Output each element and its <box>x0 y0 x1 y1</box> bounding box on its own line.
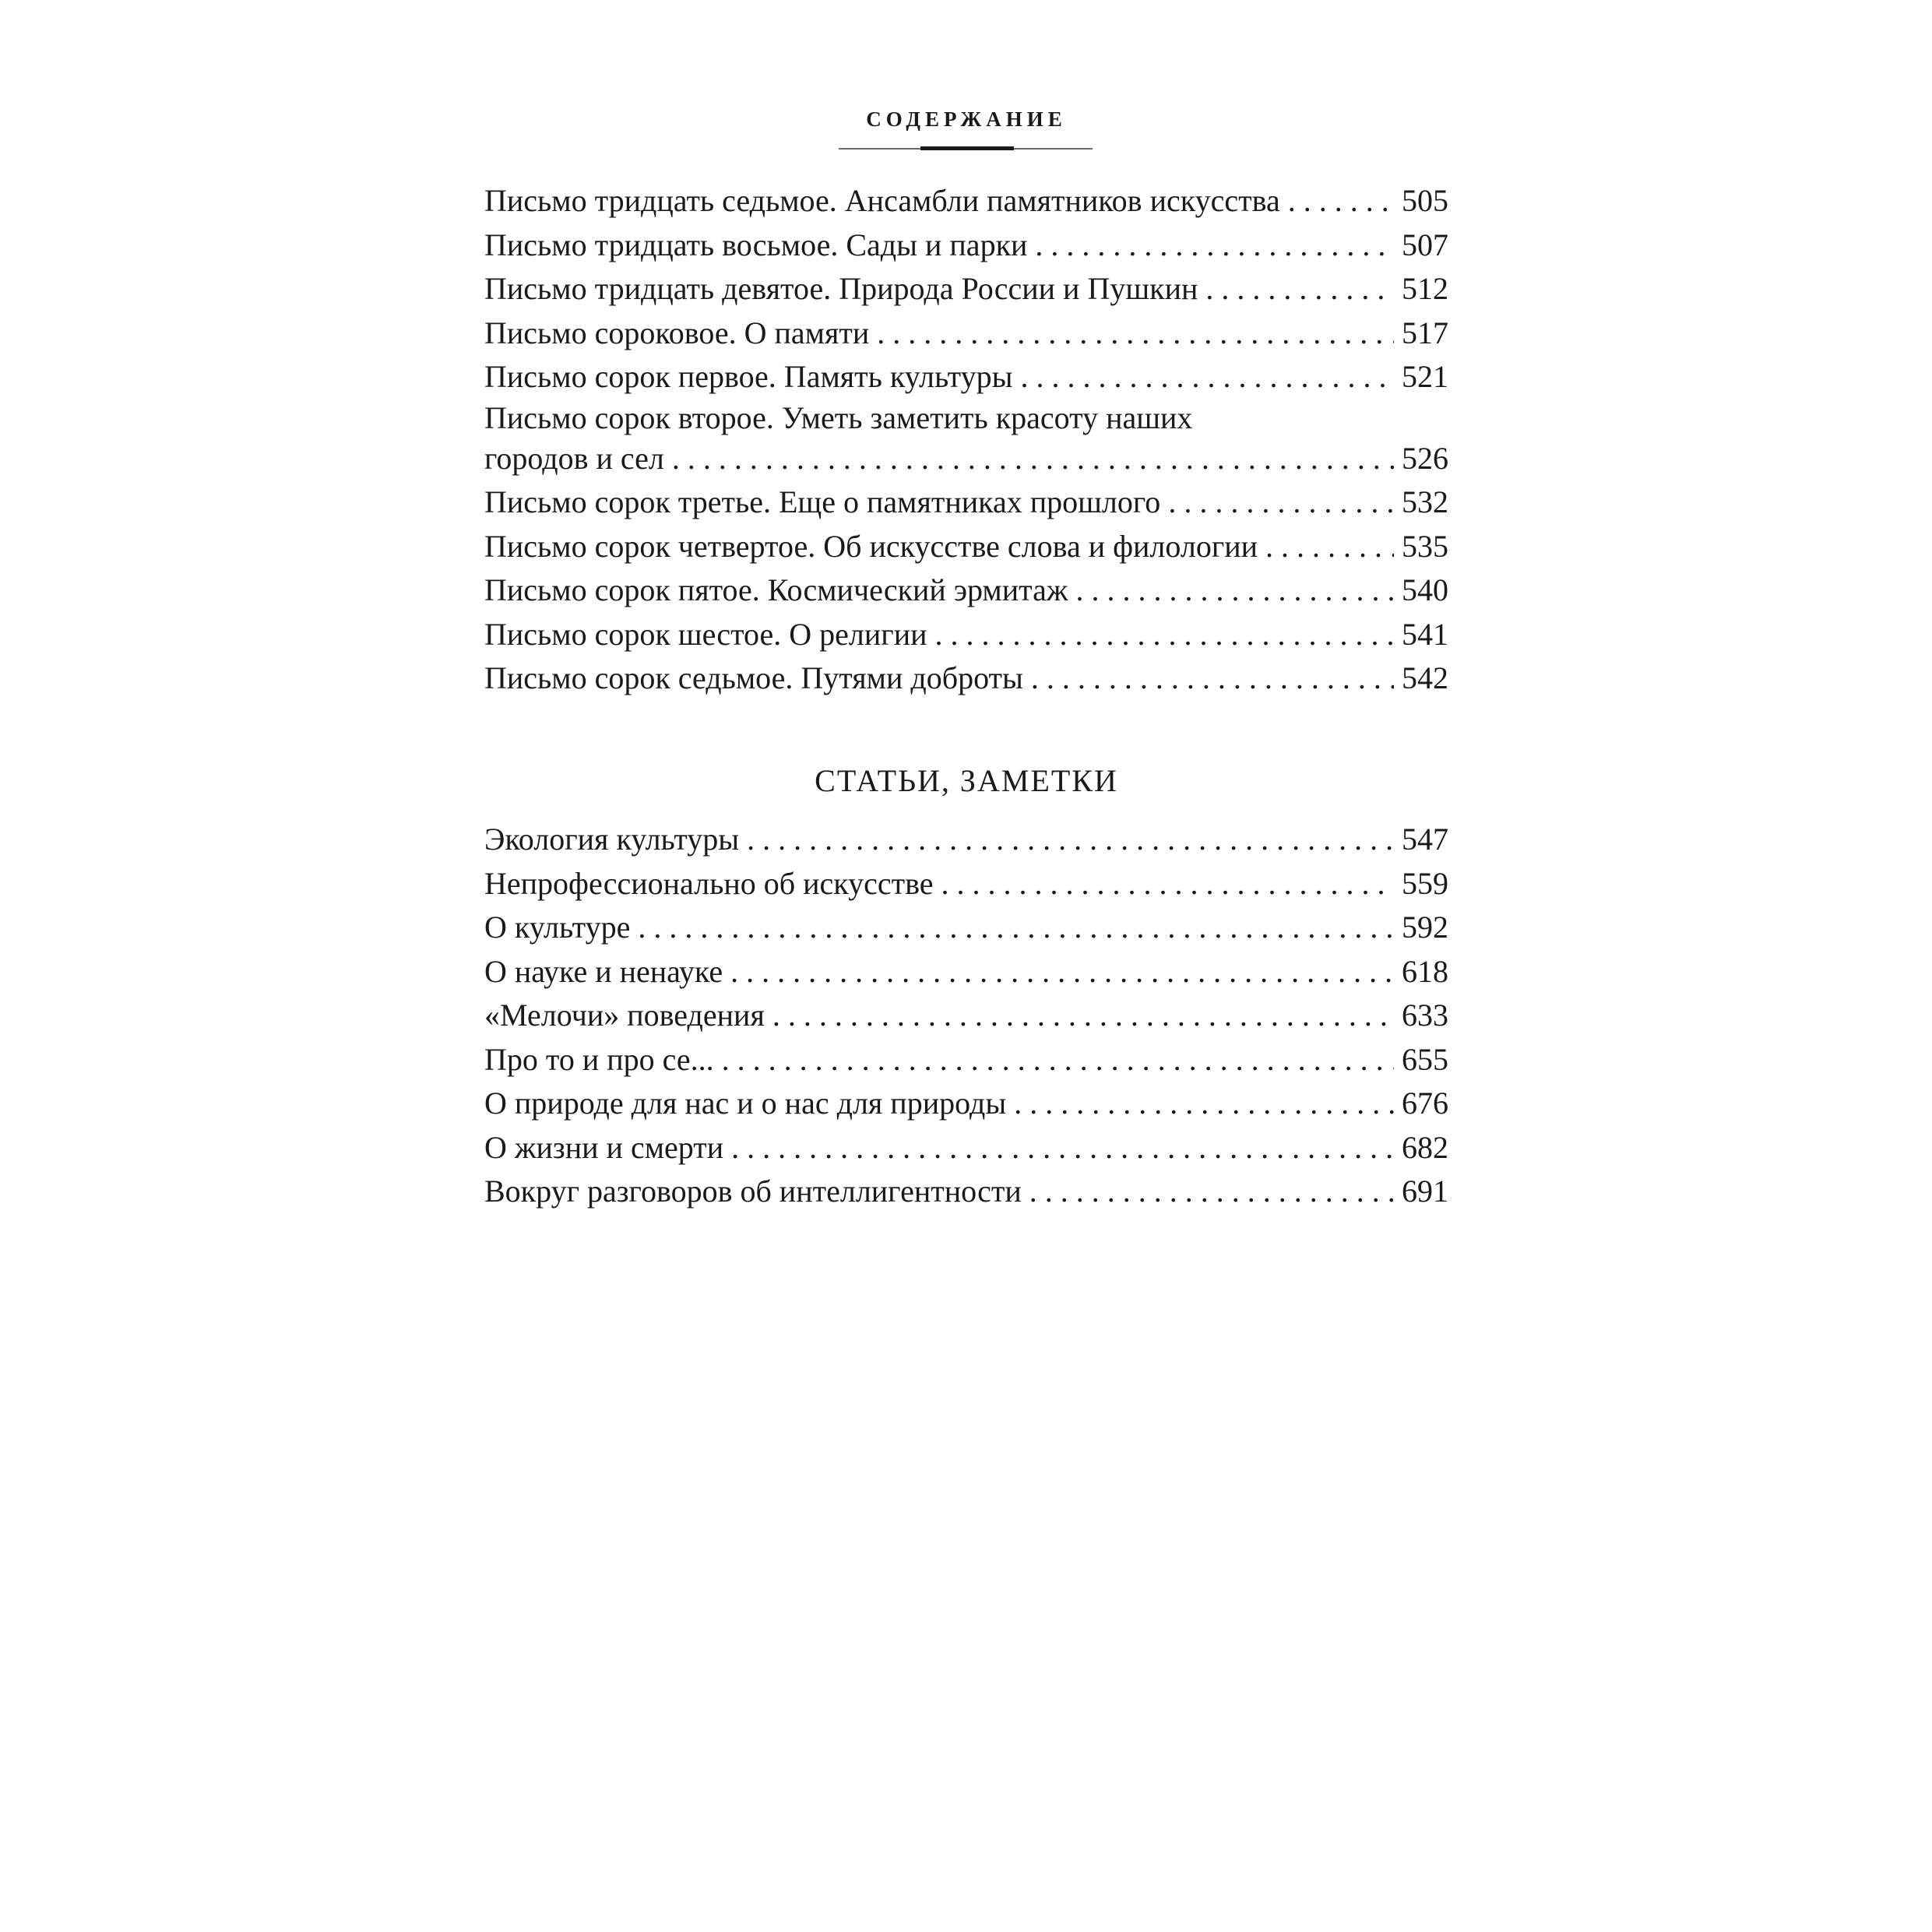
toc-entry-title: Письмо сорок первое. Память культуры <box>484 359 1013 394</box>
dot-leader <box>1265 525 1394 569</box>
toc-entry-page: 682 <box>1402 1129 1448 1165</box>
toc-entry <box>484 613 1448 657</box>
toc-entry <box>484 656 1448 701</box>
toc-entry-title-line2: городов и сел <box>484 440 664 476</box>
toc-entry-two-line <box>484 399 1448 481</box>
toc-entry-page: 559 <box>1402 865 1448 901</box>
toc-entry-page: 592 <box>1402 910 1448 945</box>
dot-leader <box>1031 656 1394 701</box>
dot-leader <box>1205 267 1394 311</box>
dot-leader <box>672 437 1394 481</box>
toc-entry-title: Про то и про се... <box>484 1041 714 1077</box>
running-head: СОДЕРЖАНИЕ <box>866 107 1067 131</box>
toc-entry-title: Письмо тридцать седьмое. Ансамбли памятников искусства <box>484 183 1280 218</box>
running-head-rule-accent <box>920 146 1014 150</box>
toc-entry <box>484 1170 1448 1214</box>
toc-entry <box>484 525 1448 569</box>
toc-entry-page: 633 <box>1402 998 1448 1033</box>
toc-entry-page: 507 <box>1402 227 1448 262</box>
toc-entry-title: Письмо сорок четвертое. Об искусстве слова и филологии <box>484 528 1258 564</box>
toc-entry <box>484 223 1448 268</box>
toc-entry-title: Письмо сорок третье. Еще о памятниках прошлого <box>484 484 1161 519</box>
toc-entry-page: 521 <box>1402 359 1448 394</box>
toc-entry-title: Письмо сороковое. О памяти <box>484 315 870 350</box>
toc-entry-page: 540 <box>1402 572 1448 607</box>
toc-entry <box>484 994 1448 1038</box>
dot-leader <box>731 1126 1394 1170</box>
toc-entry-title: Письмо тридцать девятое. Природа России и Пушкин <box>484 271 1198 306</box>
dot-leader <box>772 994 1394 1038</box>
toc-entry <box>484 568 1448 613</box>
toc-entry-title: О культуре <box>484 910 631 945</box>
dot-leader <box>941 862 1394 906</box>
toc-entry <box>484 1038 1448 1082</box>
dot-leader <box>1029 1170 1394 1214</box>
toc-entry <box>484 311 1448 356</box>
toc-entry-title: «Мелочи» поведения <box>484 998 765 1033</box>
toc-entry-title: Письмо сорок шестое. О религии <box>484 616 927 652</box>
toc-section-letters <box>484 179 1448 701</box>
toc-entry <box>484 950 1448 994</box>
toc-entry-title: Непрофессионально об искусстве <box>484 865 934 901</box>
toc-entry-title: О жизни и смерти <box>484 1129 724 1165</box>
toc-entry-page: 655 <box>1402 1041 1448 1077</box>
toc-entry-title: Письмо сорок пятое. Космический эрмитаж <box>484 572 1068 607</box>
dot-leader <box>747 818 1394 862</box>
toc-entry-title: Вокруг разговоров об интеллигентности <box>484 1174 1022 1209</box>
dot-leader <box>1168 480 1394 525</box>
dot-leader <box>935 613 1394 657</box>
toc-entry-page: 535 <box>1402 528 1448 564</box>
toc-entry-page: 541 <box>1402 616 1448 652</box>
toc-entry-page: 517 <box>1402 315 1448 350</box>
toc-entry-title: Письмо сорок седьмое. Путями доброты <box>484 660 1023 695</box>
dot-leader <box>1014 1082 1394 1126</box>
section-heading: СТАТЬИ, ЗАМЕТКИ <box>815 763 1118 798</box>
toc-entry <box>484 862 1448 906</box>
toc-entry <box>484 1126 1448 1170</box>
toc-entry <box>484 480 1448 525</box>
dot-leader <box>1035 223 1394 268</box>
dot-leader <box>638 906 1394 950</box>
toc-entry-title: Экология культуры <box>484 822 740 857</box>
toc-entry-title: О науке и ненауке <box>484 953 723 989</box>
dot-leader <box>877 311 1394 356</box>
toc-entry <box>484 355 1448 399</box>
toc-entry-page: 532 <box>1402 484 1448 519</box>
toc-entry-title-line1: Письмо сорок второе. Уметь заметить красоту наших <box>484 399 1193 435</box>
toc-entry-title: Письмо тридцать восьмое. Сады и парки <box>484 227 1028 262</box>
toc-entry <box>484 267 1448 311</box>
dot-leader <box>722 1038 1394 1082</box>
toc-entry-page: 547 <box>1402 822 1448 857</box>
dot-leader <box>1021 355 1395 399</box>
toc-entry <box>484 179 1448 223</box>
toc-entry <box>484 818 1448 862</box>
toc-entry <box>484 1082 1448 1126</box>
toc-entry-page: 505 <box>1402 183 1448 218</box>
dot-leader <box>1288 179 1394 223</box>
toc-entry-page: 691 <box>1402 1174 1448 1209</box>
toc-entry-title: О природе для нас и о нас для природы <box>484 1086 1007 1121</box>
toc-entry-page: 542 <box>1402 660 1448 695</box>
dot-leader <box>1075 568 1394 613</box>
dot-leader <box>730 950 1394 994</box>
toc-entry-page: 618 <box>1402 953 1448 989</box>
toc-section-articles <box>484 818 1448 1214</box>
toc-entry <box>484 906 1448 950</box>
toc-entry-page: 512 <box>1402 271 1448 306</box>
toc-entry-page: 676 <box>1402 1086 1448 1121</box>
toc-entry-page: 526 <box>1402 440 1448 476</box>
